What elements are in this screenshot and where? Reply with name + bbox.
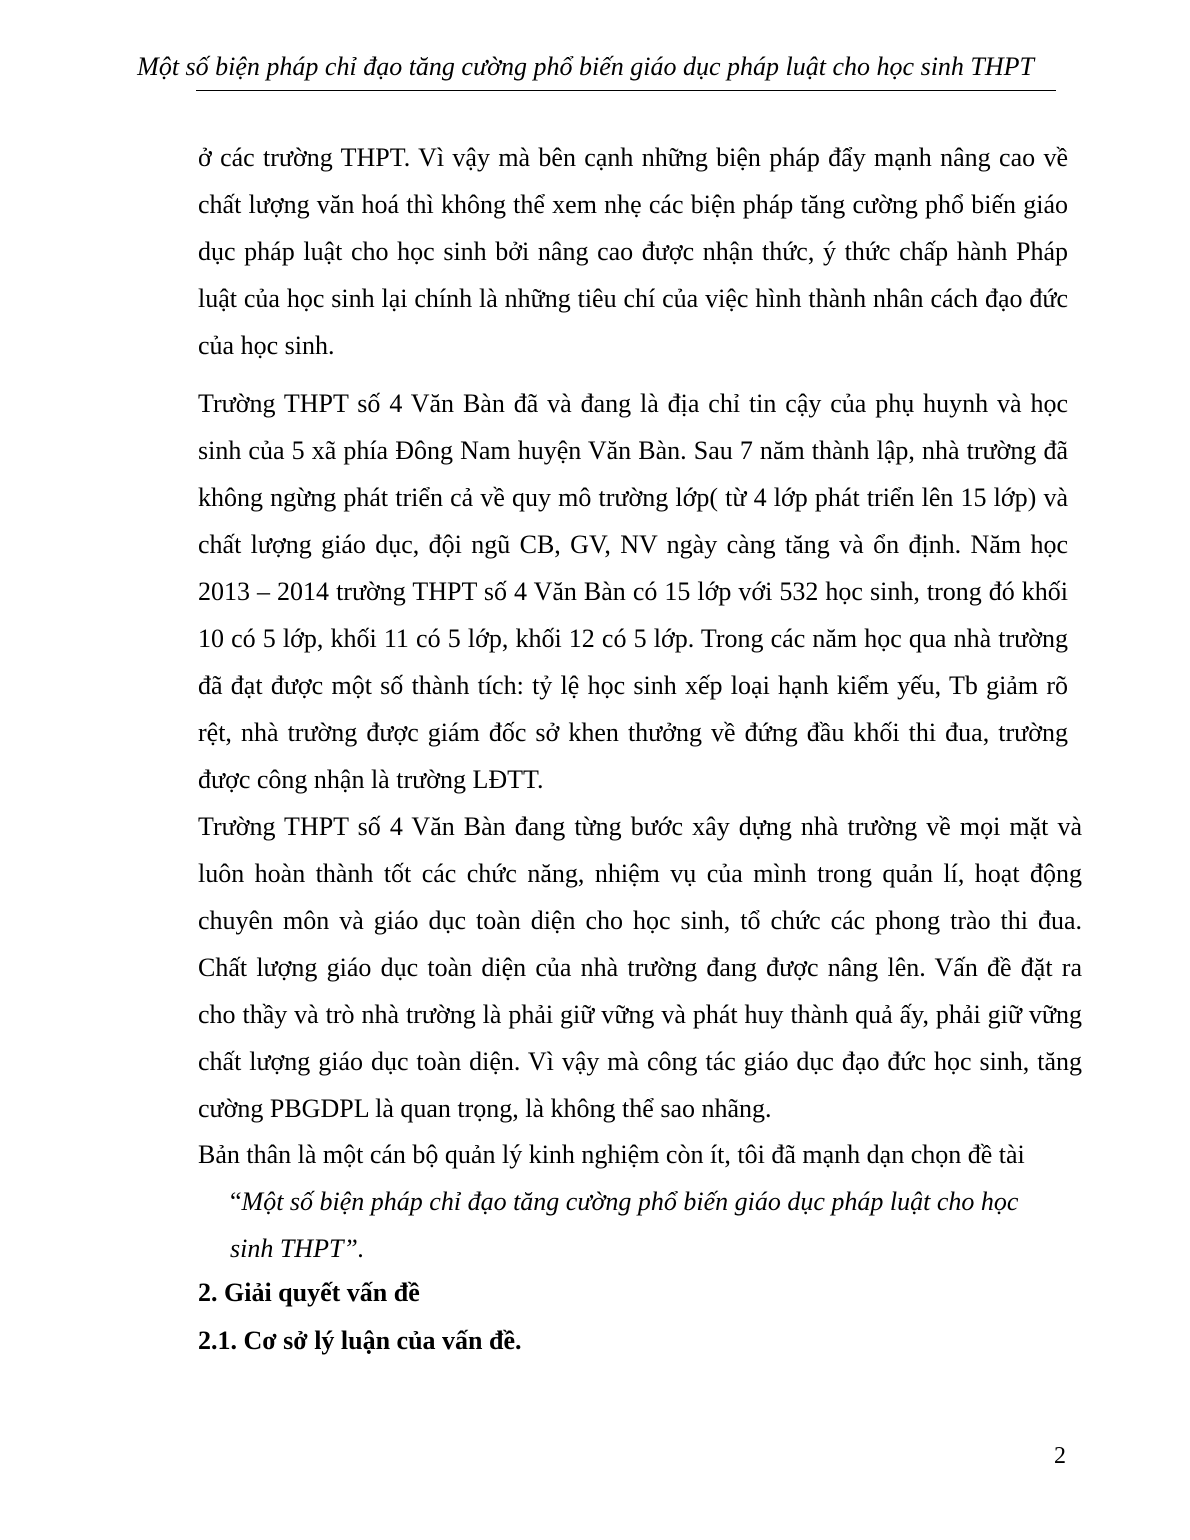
heading-section-2-1: 2.1. Cơ sở lý luận của vấn đề. bbox=[198, 1326, 522, 1355]
quote-open-mark: “ bbox=[230, 1187, 242, 1216]
running-title: Một số biện pháp chỉ đạo tăng cường phổ biến giáo dục pháp luật cho học sinh THPT bbox=[137, 52, 1034, 81]
paragraph-3: Trường THPT số 4 Văn Bàn đang từng bước xây dựng nhà trường về mọi mặt và luôn hoàn thành tốt các chức năng, nhiệm vụ của mình trong quản lí, hoạt động chuyên môn và giáo dục toàn diện cho học sinh, tổ chức các phong trào thi đua. Chất lượng giáo dục toàn diện của nhà trường đang được nâng lên. Vấn đề đặt ra cho thầy và trò nhà trường là phải giữ vững và phát huy thành quả ấy, phải giữ vững chất lượng giáo dục toàn diện. Vì vậy mà công tác giáo dục đạo đức học sinh, tăng cường PBGDPL là quan trọng, là không thể sao nhãng. bbox=[198, 812, 1082, 1123]
paragraph-4: Bản thân là một cán bộ quản lý kinh nghiệm còn ít, tôi đã mạnh dạn chọn đề tài bbox=[198, 1140, 1025, 1169]
paragraph-1: ở các trường THPT. Vì vậy mà bên cạnh những biện pháp đẩy mạnh nâng cao về chất lượng văn hoá thì không thể xem nhẹ các biện pháp tăng cường phổ biến giáo dục pháp luật cho học sinh bởi nâng cao được nhận thức, ý thức chấp hành Pháp luật của học sinh lại chính là những tiêu chí của việc hình thành nhân cách đạo đức của học sinh. bbox=[198, 143, 1068, 360]
running-header bbox=[137, 50, 1056, 91]
quoted-title bbox=[230, 1178, 1066, 1272]
paragraph-2: Trường THPT số 4 Văn Bàn đã và đang là địa chỉ tin cậy của phụ huynh và học sinh của 5 xã phía Đông Nam huyện Văn Bàn. Sau 7 năm thành lập, nhà trường đã không ngừng phát triển cả về quy mô trường lớp( từ 4 lớp phát triển lên 15 lớp) và chất lượng giáo dục, đội ngũ CB, GV, NV ngày càng tăng và ổn định. Năm học 2013 – 2014 trường THPT số 4 Văn Bàn có 15 lớp với 532 học sinh, trong đó khối 10 có 5 lớp, khối 11 có 5 lớp, khối 12 có 5 lớp. Trong các năm học qua nhà trường đã đạt được một số thành tích: tỷ lệ học sinh xếp loại hạnh kiểm yếu, Tb giảm rõ rệt, nhà trường được giám đốc sở khen thưởng về đứng đầu khối thi đua, trường được công nhận là trường LĐTT. bbox=[198, 389, 1068, 794]
page-number: 2 bbox=[1054, 1443, 1066, 1469]
heading-section-2: 2. Giải quyết vấn đề bbox=[198, 1278, 420, 1307]
quoted-title-line-2: sinh THPT bbox=[230, 1234, 344, 1263]
quote-close-mark: ”. bbox=[343, 1234, 365, 1263]
quoted-title-line-1: Một số biện pháp chỉ đạo tăng cường phổ biến giáo dục pháp luật cho học bbox=[241, 1187, 1019, 1216]
